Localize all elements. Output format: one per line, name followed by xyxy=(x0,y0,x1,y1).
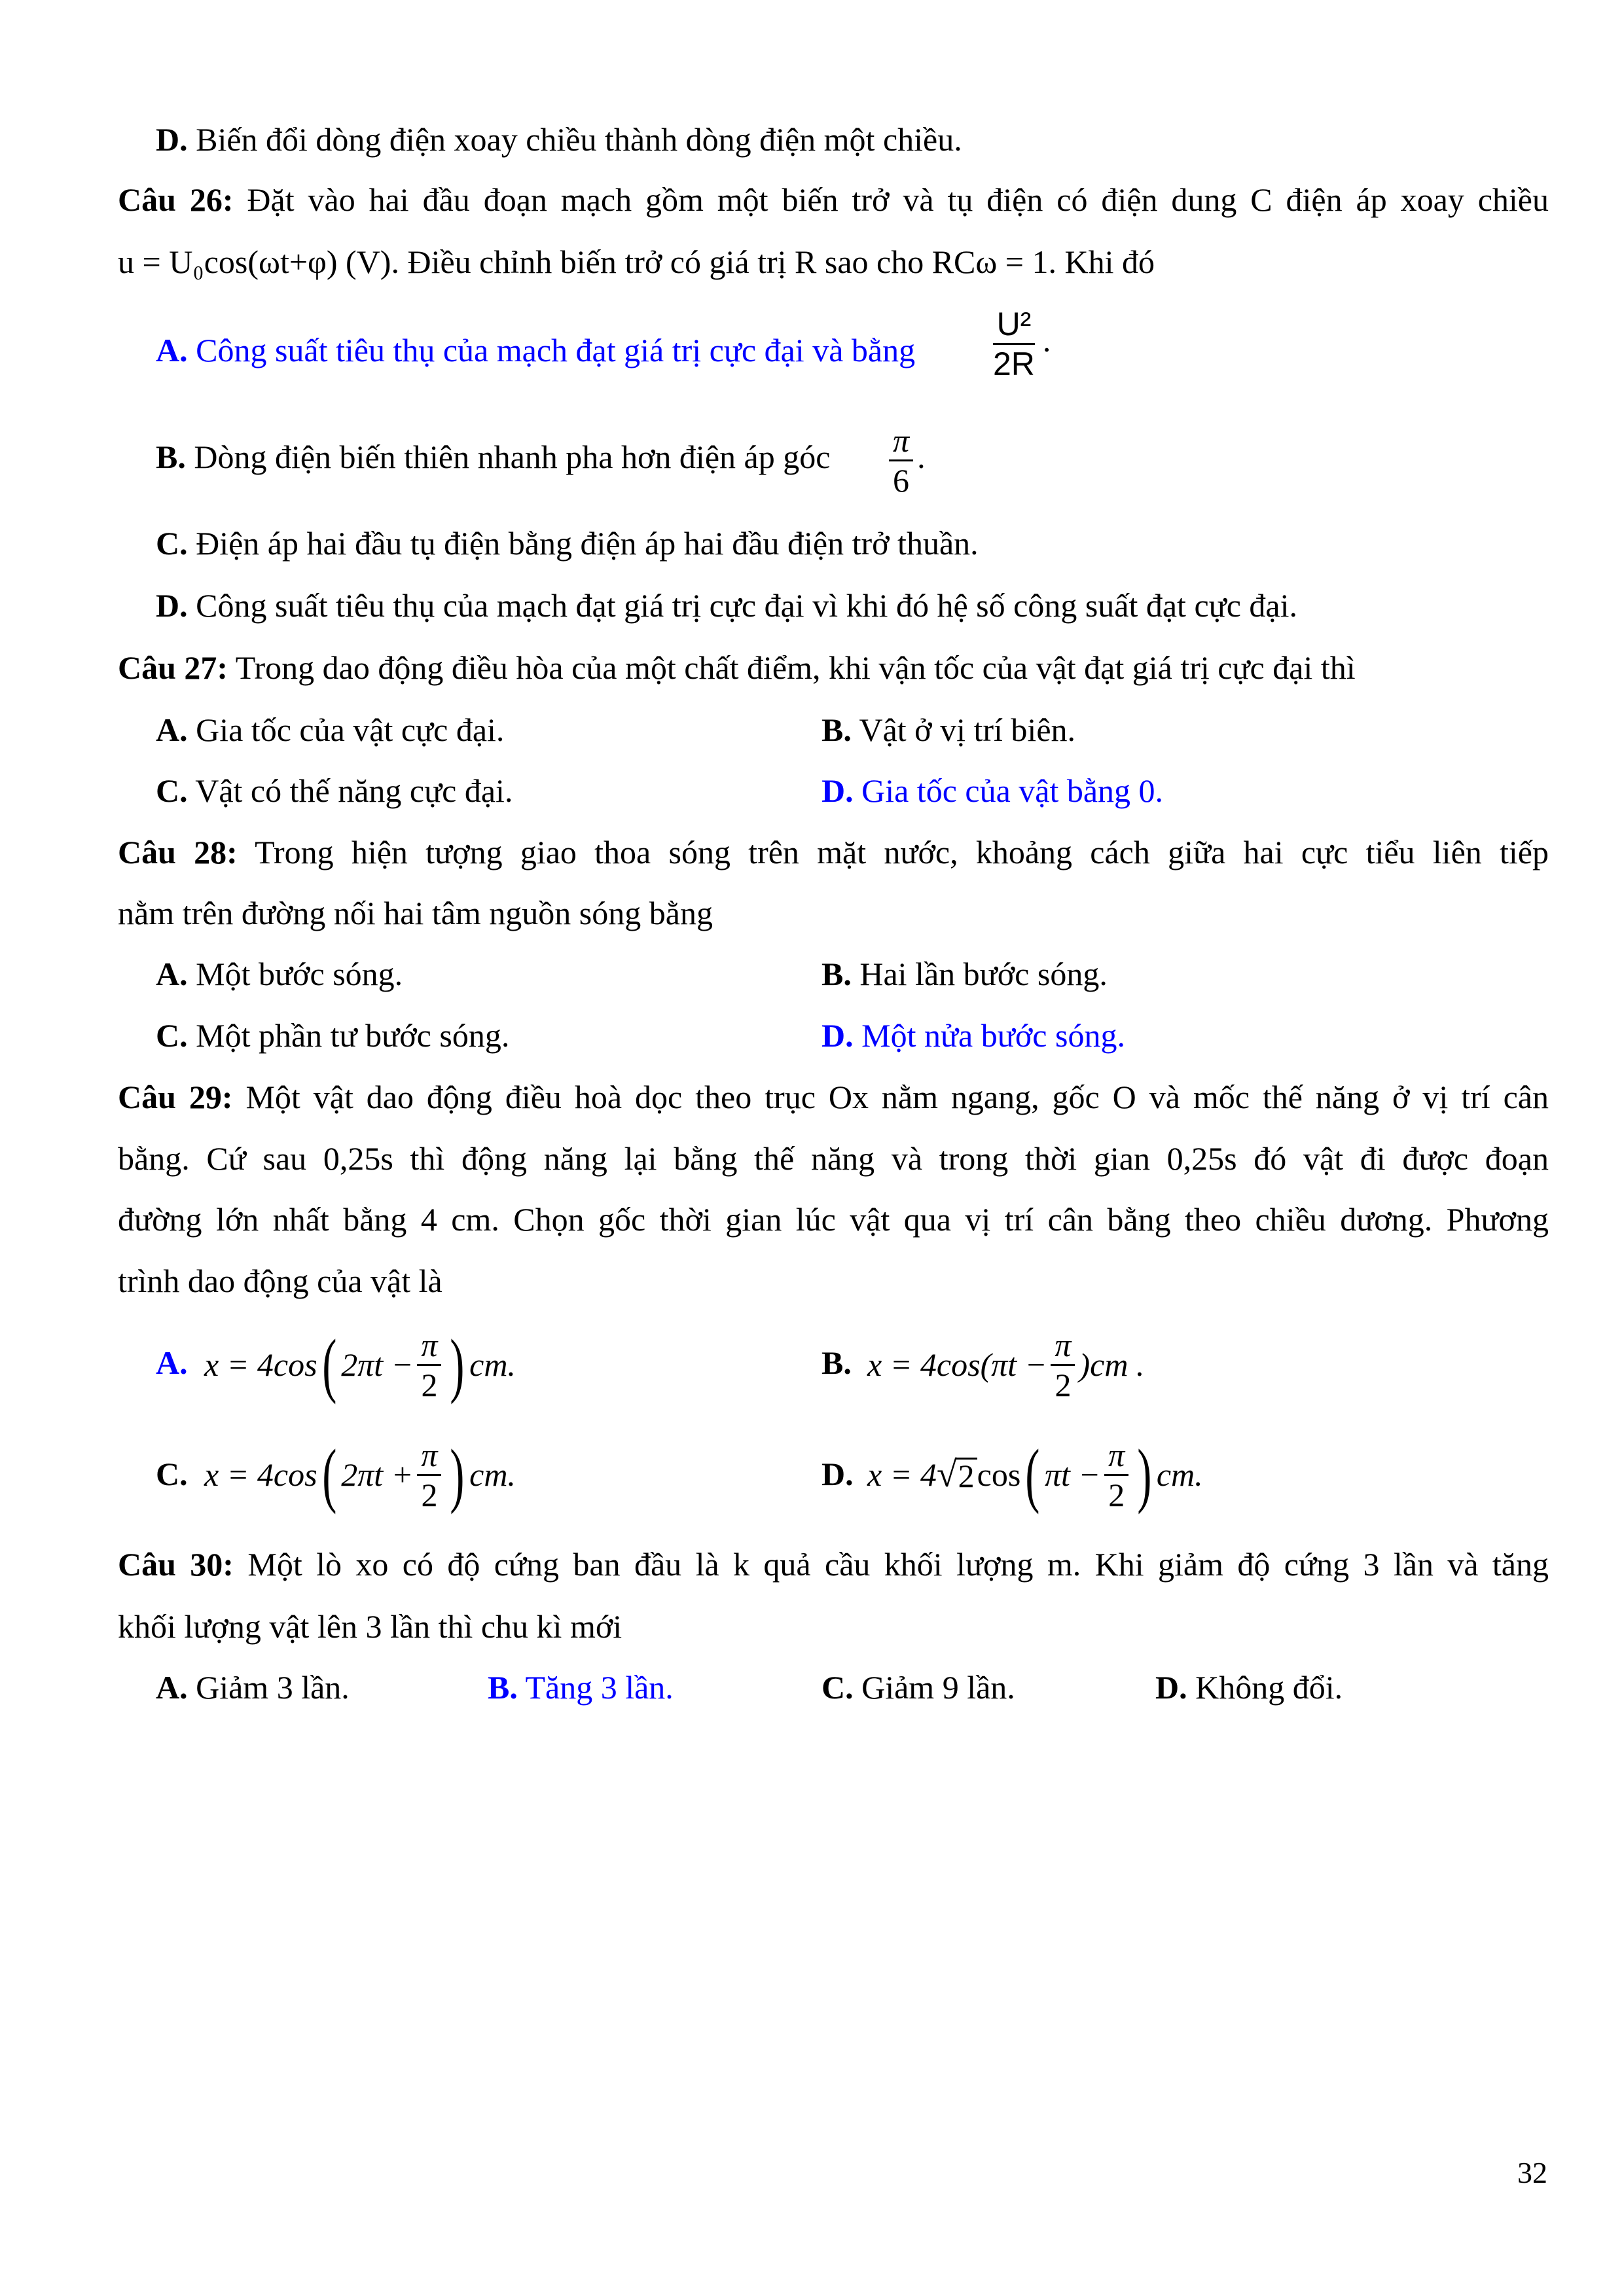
q27-option-c xyxy=(156,771,513,810)
option-label: A. xyxy=(156,1669,188,1706)
q30-stem-line-1 xyxy=(118,1545,1549,1584)
q30-option-c xyxy=(821,1668,1015,1707)
option-text: Công suất tiêu thụ của mạch đạt giá trị cực đại và bằng xyxy=(196,332,916,368)
option-text: Dòng điện biến thiên nhanh pha hơn điện áp góc xyxy=(194,439,831,475)
question-text: Đặt vào hai đầu đoạn mạch gồm một biến trở và tụ điện có điện dung C điện áp xoay chiều xyxy=(247,181,1549,218)
formula-argument: 2πt + xyxy=(341,1456,414,1493)
option-text: Tăng 3 lần. xyxy=(525,1669,674,1706)
q28-stem-line-1 xyxy=(118,833,1549,872)
denominator: 2 xyxy=(421,1366,438,1403)
q29-option-d-label-row xyxy=(821,1454,854,1494)
q28-option-b xyxy=(821,954,1108,994)
q28-stem-line-2 xyxy=(118,893,713,933)
option-text: Gia tốc của vật cực đại. xyxy=(196,711,505,748)
question-label: Câu 27: xyxy=(118,649,228,686)
option-label: D. xyxy=(821,1456,854,1492)
denominator: 2R xyxy=(993,346,1035,382)
q28-option-a xyxy=(156,954,403,994)
page-number: 32 xyxy=(1517,2156,1547,2189)
option-text: Hai lần bước sóng. xyxy=(859,956,1108,992)
q26-option-c xyxy=(156,524,979,563)
option-label: A. xyxy=(156,332,188,368)
option-text: Không đổi. xyxy=(1195,1669,1343,1706)
numerator: π xyxy=(1051,1329,1075,1366)
q30-option-b xyxy=(488,1668,674,1707)
option-label: B. xyxy=(821,1344,852,1381)
denominator: 2 xyxy=(1055,1366,1072,1403)
denominator: 6 xyxy=(893,462,910,499)
q30-stem-line-2 xyxy=(118,1607,622,1646)
option-text: Điện áp hai đầu tụ điện bằng điện áp hai đầu điện trở thuần. xyxy=(196,525,979,562)
q30-option-d xyxy=(1155,1668,1343,1707)
q30-option-a xyxy=(156,1668,350,1707)
denominator: 2 xyxy=(1108,1476,1125,1513)
question-text: Trong hiện tượng giao thoa sóng trên mặt nước, khoảng cách giữa hai cực tiểu liên tiếp xyxy=(255,834,1549,870)
option-label: B. xyxy=(488,1669,518,1706)
q28-option-c xyxy=(156,1016,509,1055)
option-label: D. xyxy=(821,1017,854,1054)
formula-suffix: cm. xyxy=(469,1456,516,1493)
q29-option-c-label-row xyxy=(156,1454,188,1494)
q26-option-a xyxy=(156,331,915,370)
q28-option-d xyxy=(821,1016,1125,1055)
option-text: Biến đổi dòng điện xoay chiều thành dòng điện một chiều. xyxy=(196,121,962,158)
right-paren: ) xyxy=(1137,1435,1152,1515)
q29-option-a-label-row xyxy=(156,1343,188,1382)
question-label: Câu 28: xyxy=(118,834,238,870)
option-label: C. xyxy=(156,525,188,562)
q27-stem xyxy=(118,648,1356,687)
q29-option-c-formula xyxy=(204,1426,516,1524)
option-text: Vật ở vị trí biên. xyxy=(859,711,1076,748)
option-label: C. xyxy=(821,1669,854,1706)
option-text: Gia tốc của vật bằng 0. xyxy=(861,772,1164,809)
option-label: C. xyxy=(156,1456,188,1492)
fraction xyxy=(889,424,913,497)
option-text: Một bước sóng. xyxy=(196,956,403,992)
option-label: B. xyxy=(156,439,186,475)
option-text: Một phần tư bước sóng. xyxy=(196,1017,510,1054)
option-text: Vật có thế năng cực đại. xyxy=(195,772,513,809)
right-paren: ) xyxy=(450,1435,465,1515)
option-text: Công suất tiêu thụ của mạch đạt giá trị cực đại vì khi đó hệ số công suất đạt cực đại. xyxy=(196,587,1298,624)
q29-stem-line-3 xyxy=(118,1200,1549,1239)
formula-suffix: cm. xyxy=(469,1346,516,1383)
q26-option-b xyxy=(156,437,830,476)
q29-option-b-formula xyxy=(867,1316,1144,1414)
question-label: Câu 30: xyxy=(118,1546,234,1583)
question-text: đường lớn nhất bằng 4 cm. Chọn gốc thời gian lúc vật qua vị trí cân bằng theo chiều dương. Phương xyxy=(118,1201,1549,1238)
formula-prefix: x = 4cos xyxy=(204,1456,317,1493)
question-text: khối lượng vật lên 3 lần thì chu kì mới xyxy=(118,1608,623,1645)
option-label: A. xyxy=(156,1344,188,1381)
option-label: A. xyxy=(156,711,188,748)
question-label: Câu 29: xyxy=(118,1079,233,1115)
numerator: π xyxy=(1104,1439,1128,1476)
fraction xyxy=(1104,1436,1128,1513)
numerator: π xyxy=(417,1439,441,1476)
option-label: D. xyxy=(156,587,188,624)
sqrt-radicand: 2 xyxy=(956,1458,977,1492)
option-label: B. xyxy=(821,711,852,748)
q25-option-d xyxy=(156,120,962,159)
q29-stem-line-4 xyxy=(118,1261,442,1300)
formula-argument: πt − xyxy=(1044,1456,1101,1493)
question-text: Một vật dao động điều hoà dọc theo trục Ox nằm ngang, gốc O và mốc thế năng ở vị trí cân xyxy=(245,1079,1549,1115)
q29-option-d-formula xyxy=(867,1426,1203,1524)
option-label: D. xyxy=(156,121,188,158)
option-label: B. xyxy=(821,956,852,992)
option-text: Giảm 3 lần. xyxy=(196,1669,350,1706)
fraction xyxy=(417,1326,441,1403)
formula-suffix: )cm . xyxy=(1079,1346,1145,1383)
q29-stem-line-2 xyxy=(118,1139,1549,1178)
question-text: nằm trên đường nối hai tâm nguồn sóng bằng xyxy=(118,895,713,931)
fraction xyxy=(417,1436,441,1513)
option-label: D. xyxy=(1155,1669,1187,1706)
q26-stem-line-1 xyxy=(118,180,1549,219)
cos-text: cos xyxy=(977,1456,1021,1493)
q27-option-a xyxy=(156,710,504,749)
formula-prefix: x = 4 xyxy=(867,1456,937,1493)
q27-option-d xyxy=(821,771,1163,810)
question-text: Một lò xo có độ cứng ban đầu là k quả cầu khối lượng m. Khi giảm độ cứng 3 lần và tăng xyxy=(247,1546,1549,1583)
question-text: bằng. Cứ sau 0,25s thì động năng lại bằng thế năng và trong thời gian 0,25s đó vật đi được đoạn xyxy=(118,1140,1549,1177)
question-text: trình dao động của vật là xyxy=(118,1263,442,1299)
formula-prefix: x = 4cos xyxy=(204,1346,317,1383)
question-text: Trong dao động điều hòa của một chất điểm, khi vận tốc của vật đạt giá trị cực đại thì xyxy=(235,649,1356,686)
option-text: Giảm 9 lần. xyxy=(861,1669,1015,1706)
left-paren: ( xyxy=(321,1435,336,1515)
right-paren: ) xyxy=(450,1325,465,1405)
question-label: Câu 26: xyxy=(118,181,234,218)
left-paren: ( xyxy=(1025,1435,1040,1515)
question-text: u = U₀cos(ωt+φ) (V). Điều chỉnh biến trở có giá trị R sao cho RCω = 1. Khi đó xyxy=(118,243,1155,280)
fraction xyxy=(989,308,1039,380)
q29-stem-line-1 xyxy=(118,1077,1549,1117)
option-label: C. xyxy=(156,1017,188,1054)
q27-option-b xyxy=(821,710,1075,749)
q26-option-b-formula: $\frac{\pi}{6}$ . xyxy=(885,424,926,497)
denominator: 2 xyxy=(421,1476,438,1513)
numerator: U² xyxy=(993,308,1036,345)
option-label: A. xyxy=(156,956,188,992)
option-text: Một nửa bước sóng. xyxy=(861,1017,1125,1054)
left-paren: ( xyxy=(321,1325,336,1405)
option-label: C. xyxy=(156,772,188,809)
fraction xyxy=(1051,1326,1075,1403)
formula-suffix: cm. xyxy=(1156,1456,1203,1493)
numerator: π xyxy=(889,424,913,461)
numerator: π xyxy=(417,1329,441,1366)
q29-option-b-label-row xyxy=(821,1343,852,1382)
formula-argument: 2πt − xyxy=(341,1346,414,1383)
sqrt-icon: √ xyxy=(936,1454,957,1495)
q26-option-a-formula: $\frac{\text{U²}}{2R}$ . xyxy=(985,308,1051,380)
formula-prefix: x = 4cos(πt − xyxy=(867,1346,1047,1383)
q26-option-d xyxy=(156,586,1297,625)
q29-option-a-formula xyxy=(204,1316,516,1414)
option-label: D. xyxy=(821,772,854,809)
q26-stem-line-2 xyxy=(118,242,1155,281)
